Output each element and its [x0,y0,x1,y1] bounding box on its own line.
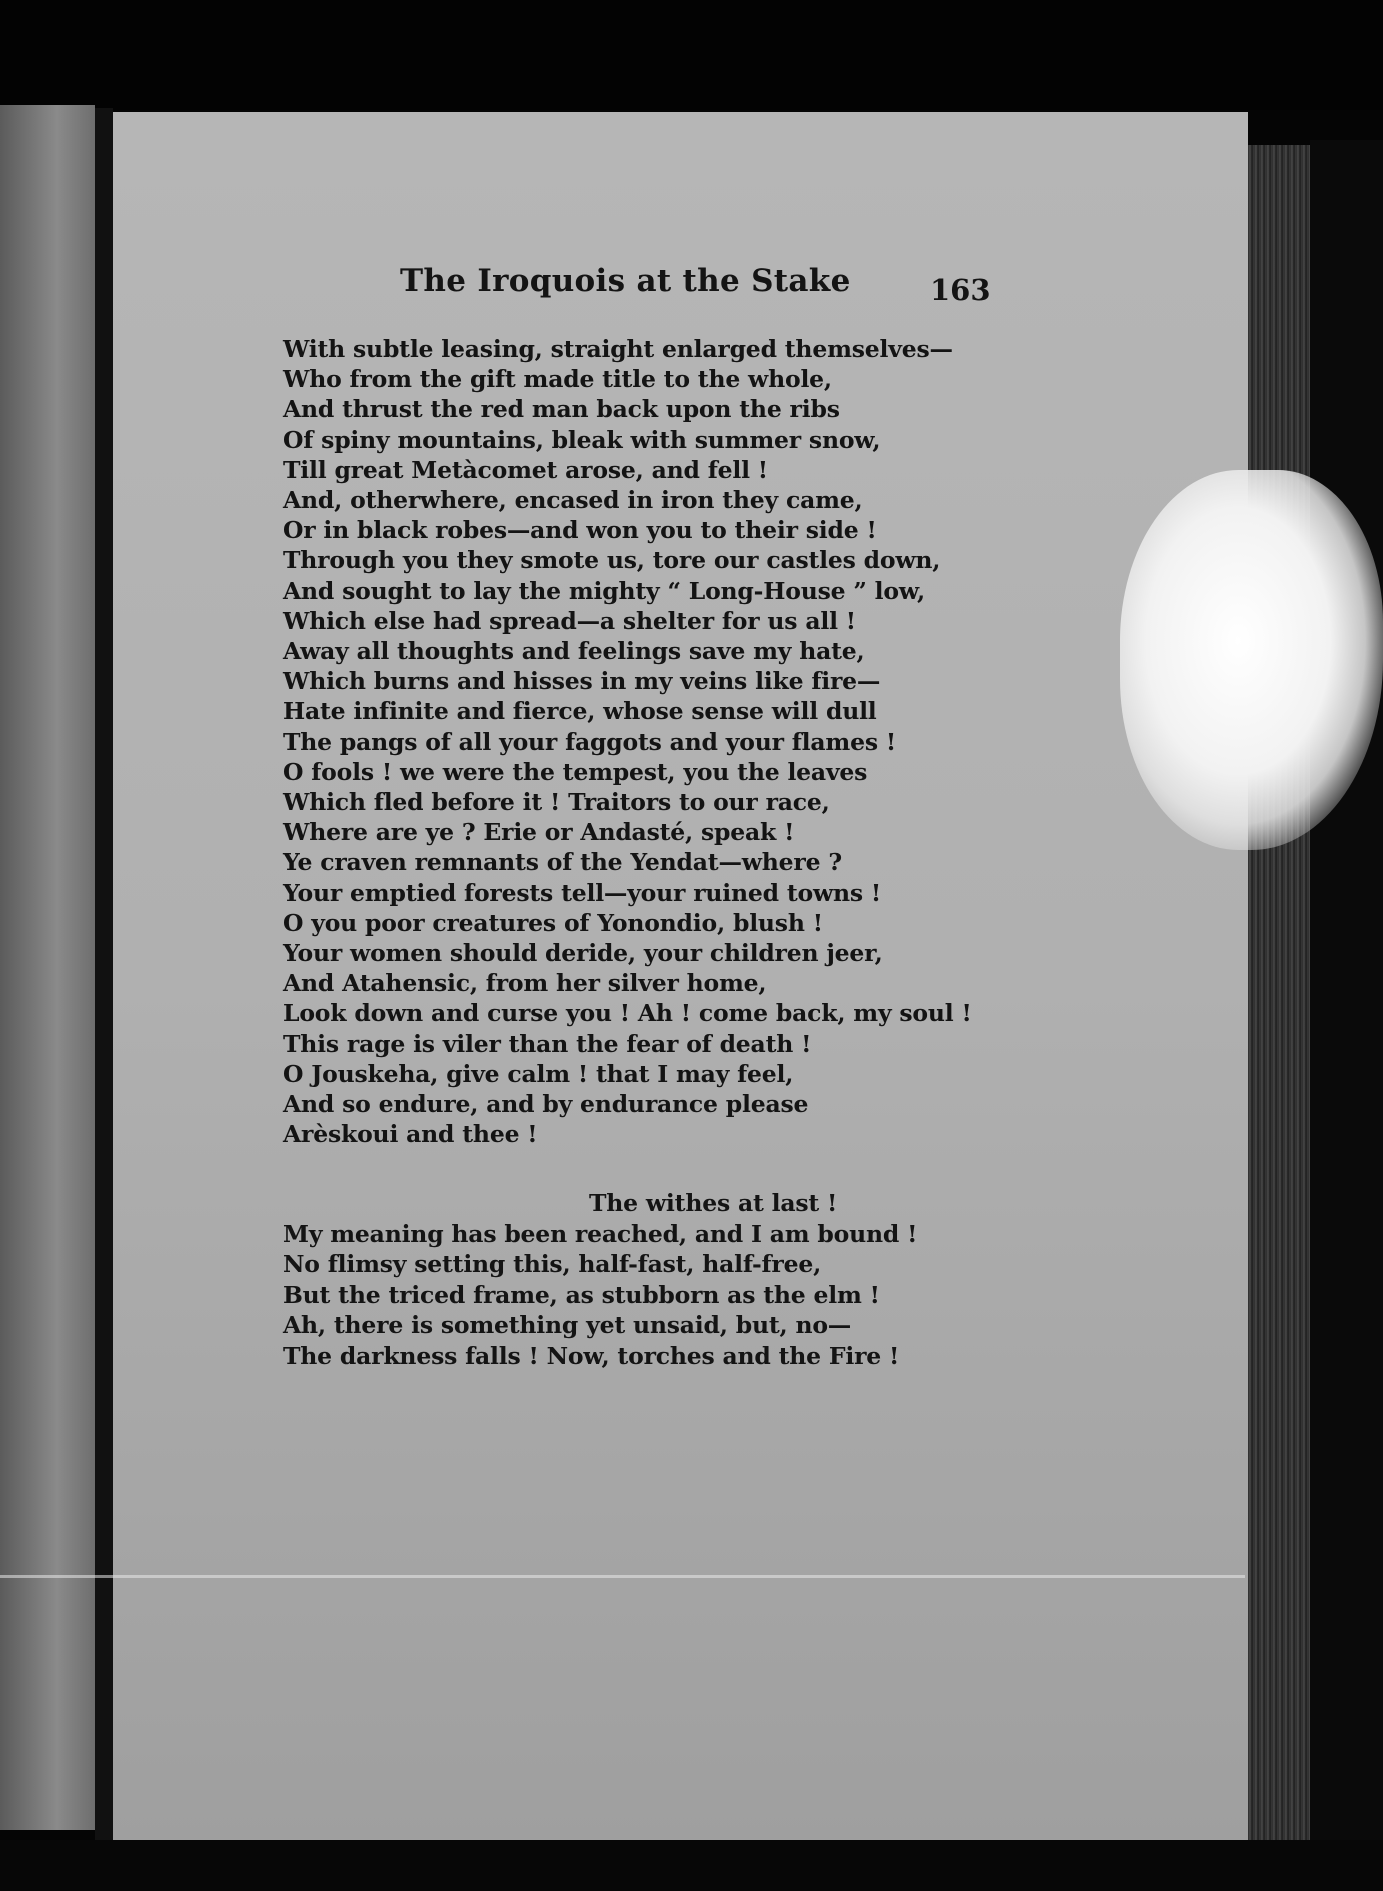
poem-line: Away all thoughts and feelings save my hate, [283,637,865,666]
poem-line: Ah, there is something yet unsaid, but, no— [283,1311,852,1340]
poem-line: Look down and curse you ! Ah ! come back, my soul ! [283,999,972,1028]
page-number: 163 [930,273,991,307]
scan-bottom-border [0,1840,1383,1891]
poem-line: And Atahensic, from her silver home, [283,969,767,998]
book-gutter [95,108,113,1843]
scan-right-border [1310,140,1383,1891]
poem-line: Who from the gift made title to the whole, [283,365,832,394]
poem-line: O you poor creatures of Yonondio, blush ! [283,908,823,937]
poem-line: Your emptied forests tell—your ruined towns ! [283,878,882,907]
poem-line: The darkness falls ! Now, torches and the Fire ! [283,1341,900,1370]
poem-line: Ye craven remnants of the Yendat—where ? [283,848,842,877]
poem-line: Of spiny mountains, bleak with summer snow, [283,425,881,454]
poem-line: And thrust the red man back upon the ribs [283,395,840,424]
poem-line: O Jouskeha, give calm ! that I may feel, [283,1059,794,1088]
running-head-title: The Iroquois at the Stake [400,263,851,299]
poem-line: And so endure, and by endurance please [283,1090,809,1119]
page-stack-edges [1248,145,1310,1845]
poem-line: Where are ye ? Erie or Andasté, speak ! [283,818,795,847]
poem-stanza-2 [283,1188,1233,1372]
poem-line: O fools ! we were the tempest, you the leaves [283,757,868,786]
poem-line: Arèskoui and thee ! [283,1120,538,1149]
poem-line: The withes at last ! [589,1189,838,1217]
scan-top-border [0,0,1383,110]
facing-page-edge [0,105,95,1830]
poem-line: This rage is viler than the fear of death ! [283,1029,812,1058]
scan-artifact-line [0,1575,1245,1578]
poem-line: My meaning has been reached, and I am bound ! [283,1219,918,1248]
poem-line: Or in black robes—and won you to their side ! [283,516,877,545]
poem-line: Hate infinite and fierce, whose sense will dull [283,697,877,726]
poem-line: And, otherwhere, encased in iron they came, [283,486,863,515]
poem-line: With subtle leasing, straight enlarged themselves— [283,335,953,363]
poem-line: And sought to lay the mighty “ Long-House ” low, [283,576,925,605]
poem-line: But the triced frame, as stubborn as the elm ! [283,1280,880,1309]
poem-line: Your women should deride, your children jeer, [283,939,883,968]
poem-line: The pangs of all your faggots and your flames ! [283,727,896,756]
poem-line: Which else had spread—a shelter for us all ! [283,606,856,635]
poem-stanza-1 [283,334,1233,1149]
poem-line: Through you they smote us, tore our castles down, [283,546,941,575]
poem-line: Which fled before it ! Traitors to our race, [283,788,830,817]
poem-line: Which burns and hisses in my veins like fire— [283,667,881,696]
poem-line: Till great Metàcomet arose, and fell ! [283,455,768,484]
poem-line: No flimsy setting this, half-fast, half-free, [283,1250,822,1279]
